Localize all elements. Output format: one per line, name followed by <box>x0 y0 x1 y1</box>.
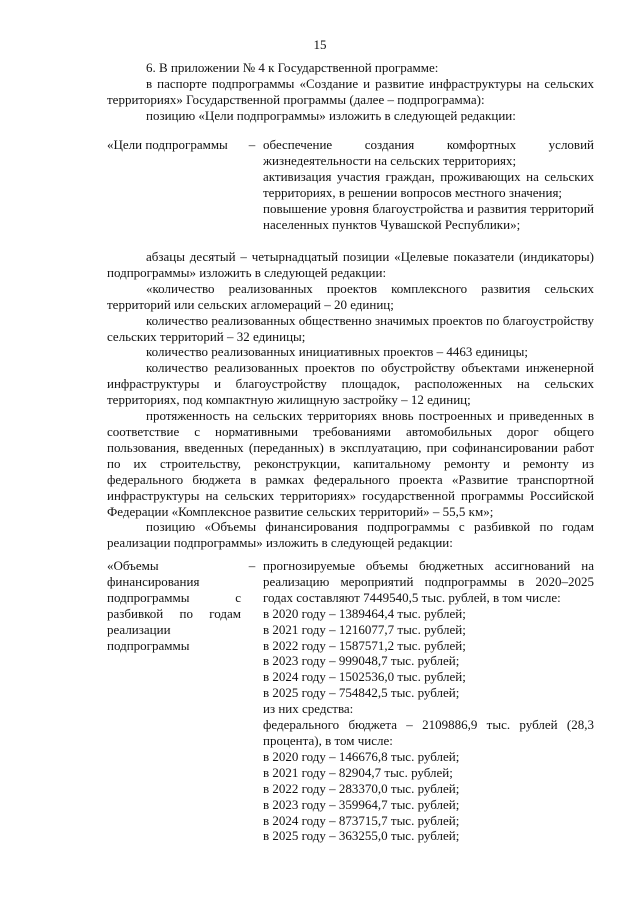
indicator-paragraph: количество реализованных проектов по обустройству объектами инженерной инфраструктуры и благоустройству площадок, расположенных на сельских территориях, под компактную жилищную застройку – 12 единиц; <box>107 360 594 408</box>
funding-line: в 2023 году – 999048,7 тыс. рублей; <box>263 653 460 669</box>
funding-line: в 2024 году – 1502536,0 тыс. рублей; <box>263 669 466 685</box>
funding-line: в 2024 году – 873715,7 тыс. рублей; <box>263 812 460 828</box>
indicator-paragraph: позицию «Объемы финансирования подпрограммы с разбивкой по годам реализации подпрограммы» изложить в следующей редакции: <box>107 519 594 551</box>
funding-position <box>107 558 594 844</box>
funding-term: «Объемы финансирования подпрограммы с разбивкой по годам реализации подпрограммы <box>107 558 241 653</box>
funding-line: федерального бюджета – 2109886,9 тыс. рублей (28,3 процента), в том числе: <box>263 717 594 748</box>
funding-line: прогнозируемые объемы бюджетных ассигнований на реализацию мероприятий подпрограммы в 2020–2025 годах составляют 7449540,5 тыс. рублей, в том числе: <box>263 558 594 605</box>
funding-line: в 2025 году – 363255,0 тыс. рублей; <box>263 828 460 844</box>
goals-position <box>107 137 594 232</box>
funding-definition <box>263 558 594 844</box>
intro-paragraph: позицию «Цели подпрограммы» изложить в следующей редакции: <box>146 107 516 123</box>
funding-line: в 2020 году – 146676,8 тыс. рублей; <box>263 748 460 764</box>
page-number: 15 <box>313 37 327 52</box>
funding-line: в 2025 году – 754842,5 тыс. рублей; <box>263 685 460 701</box>
funding-line: в 2020 году – 1389464,4 тыс. рублей; <box>263 605 466 621</box>
funding-line: в 2021 году – 1216077,7 тыс. рублей; <box>263 621 466 637</box>
goal-item: активизация участия граждан, проживающих на сельских территориях, в решении вопросов местного значения; <box>263 168 594 200</box>
intro-paragraph: 6. В приложении № 4 к Государственной программе: <box>146 60 439 75</box>
indicator-paragraph: протяженность на сельских территориях вновь построенных и приведенных в соответствие с нормативными требованиями автомобильных дорог общего пользования, введенных (переданных) в эксплуатацию, при софинансировании работ по их строительству, реконструкции, капитальному ремонту и ремонту из федерального бюджета в рамках федерального проекта «Развитие транспортной инфраструктуры на сельских территориях» государственной программы Российской Федерации «Комплексное развитие сельских территорий» – 55,5 км»; <box>107 408 594 519</box>
indicator-paragraph: абзацы десятый – четырнадцатый позиции «Целевые показатели (индикаторы) подпрограммы» изложить в следующей редакции: <box>107 249 594 280</box>
intro-section <box>107 60 594 124</box>
goal-item: обеспечение создания комфортных условий жизнедеятельности на сельских территориях; <box>263 137 594 168</box>
indicator-paragraph: количество реализованных инициативных проектов – 4463 единицы; <box>146 344 529 360</box>
indicator-paragraph: «количество реализованных проектов комплексного развития сельских территорий или сельских агломераций – 20 единиц; <box>107 280 594 312</box>
intro-paragraph: в паспорте подпрограммы «Создание и развитие инфраструктуры на сельских территориях» Государственной программы (далее – подпрограмма): <box>107 75 594 107</box>
funding-line: из них средства: <box>263 701 354 717</box>
funding-dash: – <box>248 558 256 573</box>
indicators-section <box>107 249 594 551</box>
funding-line: в 2022 году – 283370,0 тыс. рублей; <box>263 780 460 796</box>
funding-line: в 2023 году – 359964,7 тыс. рублей; <box>263 796 460 812</box>
funding-line: в 2021 году – 82904,7 тыс. рублей; <box>263 764 453 780</box>
indicator-paragraph: количество реализованных общественно значимых проектов по благоустройству сельских территорий – 32 единицы; <box>107 312 594 344</box>
funding-line: в 2022 году – 1587571,2 тыс. рублей; <box>263 637 466 653</box>
goal-item: повышение уровня благоустройства и развития территорий населенных пунктов Чувашской Республики»; <box>263 200 594 232</box>
goals-term: «Цели подпрограммы <box>107 137 228 152</box>
goals-dash: – <box>248 137 256 152</box>
goals-definition <box>263 137 594 232</box>
